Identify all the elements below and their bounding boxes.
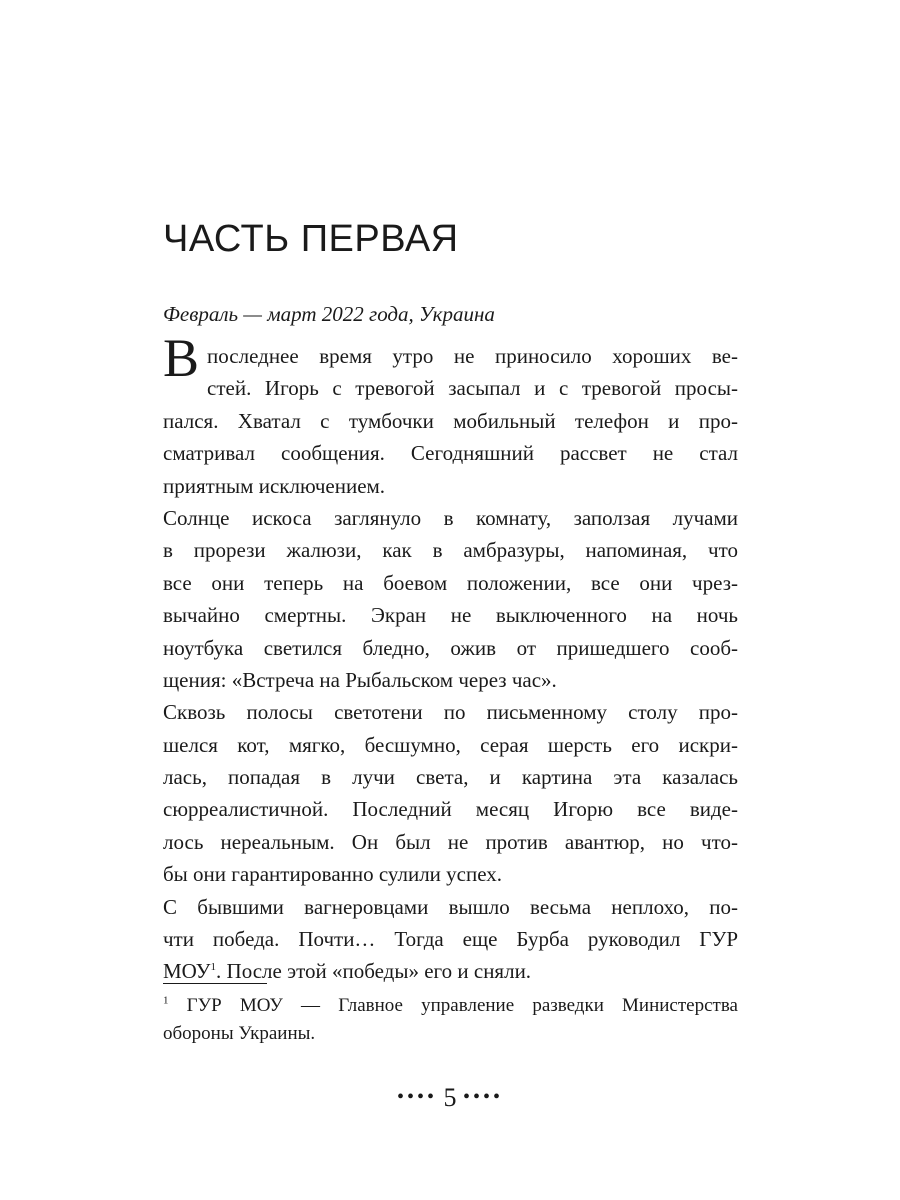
page-number: 5 bbox=[443, 1083, 457, 1112]
footnote-line: обороны Украины. bbox=[163, 1023, 316, 1044]
footnote-line bbox=[163, 992, 738, 1020]
text-fragment: МОУ bbox=[163, 959, 211, 984]
text-line: лась, попадая в лучи света, и картина эта казалась bbox=[163, 765, 738, 790]
dots-right: •••• bbox=[463, 1086, 504, 1108]
text-line: ноутбука светился бледно, ожив от пришедшего сооб- bbox=[163, 635, 738, 660]
text-line: бы они гарантированно сулили успех. bbox=[163, 862, 503, 887]
text-line: вычайно смертны. Экран не выключенного на ночь bbox=[163, 603, 738, 628]
text-line: Солнце искоса заглянуло в комнату, заползая лучами bbox=[163, 505, 738, 530]
dots-left: •••• bbox=[396, 1086, 437, 1108]
text-line: С бывшими вагнеровцами вышло весьма неплохо, по- bbox=[163, 894, 738, 919]
text-line: пался. Хватал с тумбочки мобильный телефон и про- bbox=[163, 408, 738, 433]
text-fragment: . После этой «победы» его и сняли. bbox=[216, 959, 532, 984]
page-number-footer bbox=[0, 1083, 900, 1113]
footnote bbox=[163, 992, 738, 1048]
part-title: ЧАСТЬ ПЕРВАЯ bbox=[163, 218, 459, 260]
text-line: лось нереальным. Он был не против авантюр, но что- bbox=[163, 829, 738, 854]
text-line: последнее время утро не приносило хороших ве- bbox=[207, 344, 738, 368]
footnote-marker: 1 bbox=[163, 994, 169, 1007]
text-line: щения: «Встреча на Рыбальском через час». bbox=[163, 667, 557, 692]
chapter-subtitle: Февраль — март 2022 года, Украина bbox=[163, 302, 495, 326]
text-line: все они теперь на боевом положении, все они чрез- bbox=[163, 570, 738, 595]
footnote-divider bbox=[163, 983, 267, 984]
text-line: сюрреалистичной. Последний месяц Игорю все виде- bbox=[163, 797, 738, 822]
drop-cap: В bbox=[163, 328, 200, 388]
text-line: шелся кот, мягко, бесшумно, серая шерсть его искри- bbox=[163, 732, 738, 757]
text-line: чти победа. Почти… Тогда еще Бурба руководил ГУР bbox=[163, 927, 738, 952]
text-line: стей. Игорь с тревогой засыпал и с тревогой просы- bbox=[207, 376, 738, 401]
text-line: сматривал сообщения. Сегодняшний рассвет не стал bbox=[163, 441, 738, 466]
text-line: Сквозь полосы светотени по письменному столу про- bbox=[163, 700, 738, 725]
body-text bbox=[163, 328, 738, 988]
text-line: в прорези жалюзи, как в амбразуры, напоминая, что bbox=[163, 538, 738, 563]
text-line: приятным исключением. bbox=[163, 473, 386, 498]
footnote-text: ГУР МОУ — Главное управление разведки Министерства bbox=[168, 995, 738, 1016]
footnote-reference: 1 bbox=[210, 961, 217, 974]
